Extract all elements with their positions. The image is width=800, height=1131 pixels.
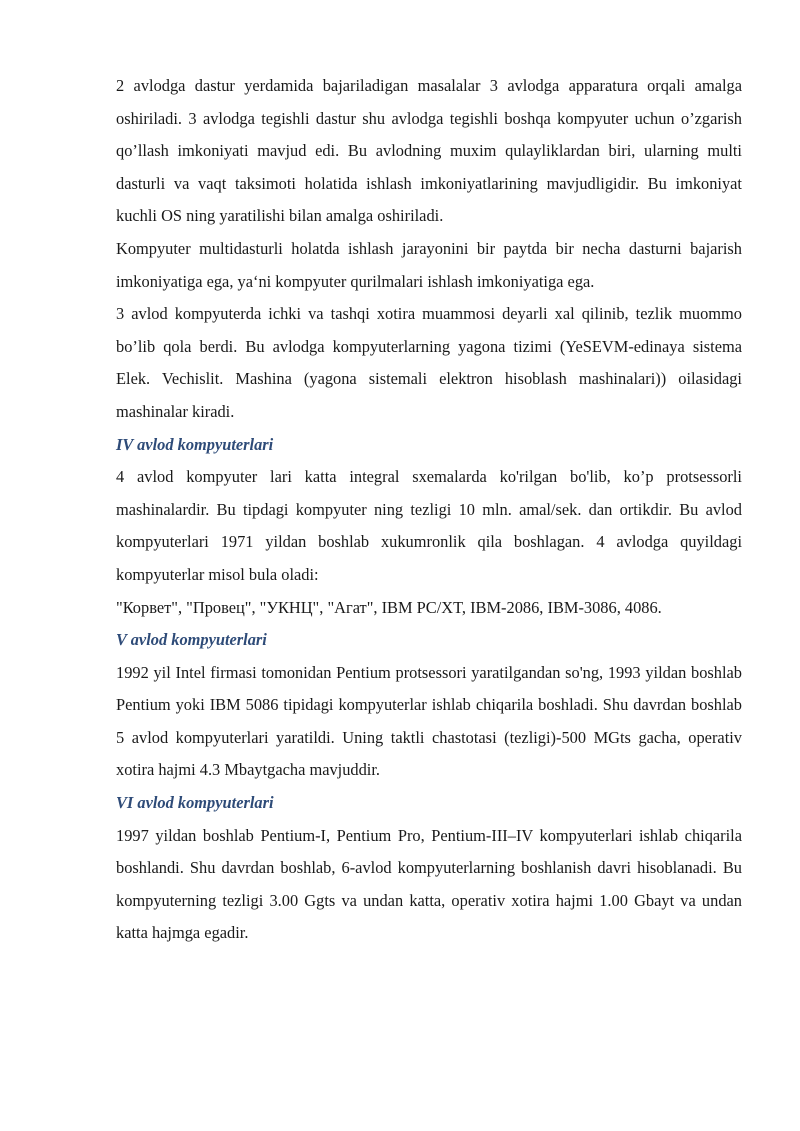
paragraph-vi-1: 1997 yildan boshlab Pentium-I, Pentium Pro, Pentium-III–IV kompyuterlari ishlab chiqarila boshlandi. Shu davrdan boshlab, 6-avlod kompyuterlarning boshlanish davri hisoblanadi. Bu kompyuterning tezligi 3.00 Ggts va undan katta, operativ xotira hajmi 1.00 Gbayt va undan katta hajmga egadir. (116, 825, 742, 943)
paragraph-iv-2: "Корвет", "Провец", "УКНЦ", "Агат", IBM PC/XT, IBM-2086, IBM-3086, 4086. (116, 597, 662, 617)
section-heading-vi: VI avlod kompyuterlari (116, 793, 274, 813)
section-heading-iv: IV avlod kompyuterlari (116, 434, 274, 454)
paragraph-intro-1: 2 avlodga dastur yerdamida bajariladigan masalalar 3 avlodga apparatura orqali amalga oshiriladi. 3 avlodga tegishli dastur shu avlodga tegishli boshqa kompyuter uchun o’zgarish qo’llash imkoniyati mavjud edi. Bu avlodning muxim qulayliklardan biri, ularning multi dasturli va vaqt taksimoti holatida ishlash imkoniyatlarining mavjudligidir. Bu imkoniyat kuchli OS ning yaratilishi bilan amalga oshiriladi. (116, 76, 742, 226)
paragraph-intro-2: Kompyuter multidasturli holatda ishlash jarayonini bir paytda bir necha dasturni bajarish imkoniyatiga ega, ya‘ni kompyuter qurilmalari ishlash imkoniyatiga ega. (116, 238, 742, 291)
section-heading-v: V avlod kompyuterlari (116, 630, 267, 650)
paragraph-iv-1: 4 avlod kompyuter lari katta integral sxemalarda ko'rilgan bo'lib, ko’p protsessorli mashinalardir. Bu tipdagi kompyuter ning tezligi 10 mln. amal/sek. dan ortikdir. Bu avlod kompyuterlari 1971 yildan boshlab xukumronlik qila boshlagan. 4 avlodga quyildagi kompyuterlar misol bula oladi: (116, 467, 742, 584)
paragraph-v-1: 1992 yil Intel firmasi tomonidan Pentium protsessori yaratilgandan so'ng, 1993 yildan boshlab Pentium yoki IBM 5086 tipidagi kompyuterlar ishlab chiqarila boshladi. Shu davrdan boshlab 5 avlod kompyuterlari yaratildi. Uning taktli chastotasi (tezligi)-500 MGts gacha, operativ xotira hajmi 4.3 Mbaytgacha mavjuddir. (116, 662, 742, 780)
document-body (116, 70, 742, 950)
paragraph-intro-3: 3 avlod kompyuterda ichki va tashqi xotira muammosi deyarli xal qilinib, tezlik muommo bo’lib qola berdi. Bu avlodga kompyuterlarning yagona tizimi (YeSEVM-edinaya sistema Elek. Vechislit. Mashina (yagona sistemali elektron hisoblash mashinalari)) oilasidagi mashinalar kiradi. (116, 304, 742, 421)
